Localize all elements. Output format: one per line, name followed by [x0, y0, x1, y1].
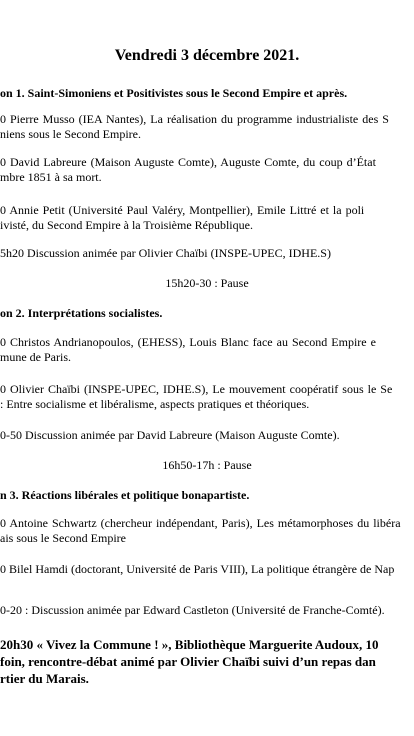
session-1-talk-1-line-1: 0 Pierre Musso (IEA Nantes), La réalisation du programme industrialiste des S [0, 112, 389, 126]
session-2-talk-1-line-1: 0 Christos Andrianopoulos, (EHESS), Louis Blanc face au Second Empire e [0, 335, 376, 349]
evening-event-line-3: rtier du Marais. [0, 671, 89, 686]
session-1-talk-3-line-2: ivisté, du Second Empire à la Troisième République. [0, 218, 253, 232]
evening-event-line-1: 20h30 « Vivez la Commune ! », Bibliothèque Marguerite Audoux, 10 [0, 637, 379, 652]
session-1-talk-2-line-2: mbre 1851 à sa mort. [0, 170, 102, 184]
evening-event-line-2: foin, rencontre-débat animé par Olivier Chaïbi suivi d’un repas dan [0, 654, 376, 669]
session-2-heading: on 2. Interprétations socialistes. [0, 306, 163, 320]
session-3-talk-1-line-1: 0 Antoine Schwartz (chercheur indépendant, Paris), Les métamorphoses du libéra [0, 516, 401, 530]
session-3-talk-1-line-2: ais sous le Second Empire [0, 531, 126, 545]
session-3-heading: n 3. Réactions libérales et politique bonapartiste. [0, 488, 250, 502]
session-1-talk-3-line-1: 0 Annie Petit (Université Paul Valéry, Montpellier), Emile Littré et la poli [0, 203, 365, 217]
session-1-heading: on 1. Saint-Simoniens et Positivistes sous le Second Empire et après. [0, 86, 348, 100]
page-title: Vendredi 3 décembre 2021. [114, 47, 300, 64]
session-2-talk-1-line-2: mune de Paris. [0, 350, 71, 364]
session-1-talk-1-line-2: niens sous le Second Empire. [0, 127, 141, 141]
session-2-talk-2-line-2: : Entre socialisme et libéralisme, aspects pratiques et théoriques. [0, 397, 310, 411]
session-1-discussion: 5h20 Discussion animée par Olivier Chaïbi (INSPE-UPEC, IDHE.S) [0, 246, 331, 260]
session-3-discussion: 0-20 : Discussion animée par Edward Castleton (Université de Franche-Comté). [0, 603, 385, 617]
session-1-pause: 15h20-30 : Pause [165, 276, 249, 290]
session-3-talk-2-line-1: 0 Bilel Hamdi (doctorant, Université de Paris VIII), La politique étrangère de Nap [0, 562, 395, 576]
session-2-discussion: 0-50 Discussion animée par David Labreure (Maison Auguste Comte). [0, 428, 340, 442]
session-2-pause: 16h50-17h : Pause [162, 458, 252, 472]
session-1-talk-2-line-1: 0 David Labreure (Maison Auguste Comte), Auguste Comte, du coup d’État [0, 155, 376, 169]
session-2-talk-2-line-1: 0 Olivier Chaïbi (INSPE-UPEC, IDHE.S), Le mouvement coopératif sous le Se [0, 382, 393, 396]
